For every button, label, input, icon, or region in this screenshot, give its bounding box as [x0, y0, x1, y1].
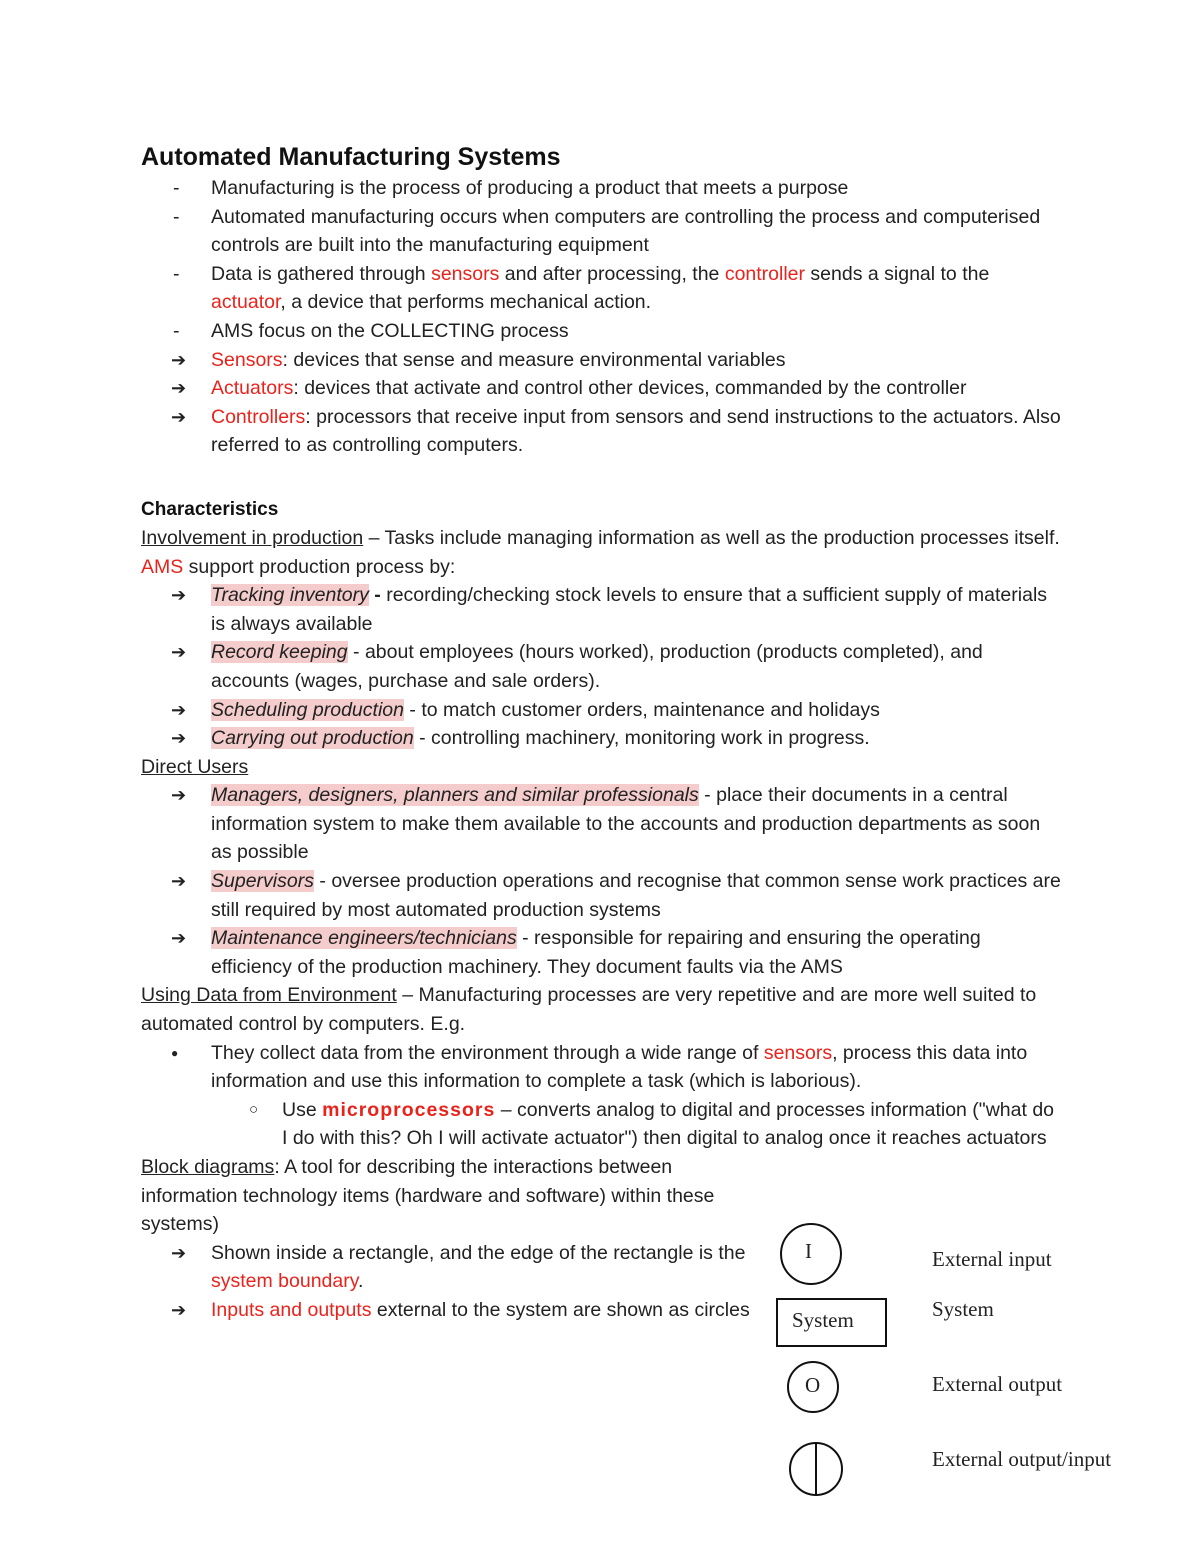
arrow-icon: ➔ [171, 699, 187, 720]
list-item: ➔ Record keeping - about employees (hours worked), production (products completed), and accounts (wages, purchase and sale orders). [141, 638, 1061, 695]
list-item: - Automated manufacturing occurs when computers are controlling the process and computerised controls are built into the manufacturing equipment [141, 203, 1061, 260]
arrow-icon: ➔ [171, 406, 187, 427]
section-heading: Characteristics [141, 498, 279, 520]
list-item: - AMS focus on the COLLECTING process [141, 317, 1061, 346]
list-item: ➔ Actuators: devices that activate and control other devices, commanded by the controller [141, 374, 1061, 403]
list-item: ➔ Scheduling production - to match customer orders, maintenance and holidays [141, 696, 1061, 725]
list-item: - Manufacturing is the process of producing a product that meets a purpose [141, 174, 1061, 203]
list-item: ➔ Maintenance engineers/technicians - responsible for repairing and ensuring the operating efficiency of the production machinery. They document faults via the AMS [141, 924, 1061, 981]
circle-bullet-icon: ○ [249, 1100, 259, 1118]
output-glyph: O [805, 1373, 821, 1397]
system-label: System [932, 1297, 994, 1321]
spacer [141, 460, 1061, 488]
dash-marker: - [173, 319, 180, 342]
external-output-label: External output [932, 1372, 1063, 1396]
subheading: Using Data from Environment [141, 984, 397, 1007]
external-input-label: External input [932, 1247, 1052, 1271]
page-title: Automated Manufacturing Systems [141, 143, 561, 171]
block-diagram-legend [770, 1215, 1150, 1505]
arrow-icon: ➔ [171, 871, 187, 892]
list-item: ➔ Carrying out production - controlling machinery, monitoring work in progress. [141, 724, 1061, 753]
subheading: Involvement in production [141, 526, 364, 549]
list-item: ● They collect data from the environment through a wide range of sensors, process this data into information and use this information to complete a task (which is laborious). [141, 1039, 1061, 1096]
bullet-icon: ● [171, 1045, 179, 1060]
subheading: Direct Users [141, 755, 249, 778]
arrow-icon: ➔ [171, 1299, 187, 1320]
list-item: ➔ Managers, designers, planners and similar professionals - place their documents in a central information system to make them available to the accounts and production departments as soon as possible [141, 781, 1061, 867]
subheading: Block diagrams [141, 1156, 275, 1178]
list-item: ➔ Shown inside a rectangle, and the edge of the rectangle is the system boundary. [141, 1239, 751, 1296]
keyword-controller: controller [724, 262, 806, 285]
arrow-icon: ➔ [171, 785, 187, 806]
list-item: ➔ Sensors: devices that sense and measure environmental variables [141, 346, 1061, 375]
list-item: ➔ Tracking inventory - recording/checking stock levels to ensure that a sufficient supply of materials is always available [141, 581, 1061, 638]
list-item: ➔ Inputs and outputs external to the system are shown as circles [141, 1296, 751, 1325]
paragraph: Involvement in production – Tasks include managing information as well as the production processes itself. AMS support production process by: [141, 526, 1060, 578]
arrow-icon: ➔ [171, 349, 187, 370]
arrow-icon: ➔ [171, 728, 187, 749]
arrow-icon: ➔ [171, 378, 187, 399]
input-glyph: I [805, 1239, 812, 1263]
dash-marker: - [173, 205, 180, 228]
system-box-label: System [792, 1308, 854, 1332]
dash-marker: - [173, 177, 180, 199]
arrow-icon: ➔ [171, 585, 187, 606]
arrow-icon: ➔ [171, 1242, 187, 1263]
list-item: ➔ Controllers: processors that receive input from sensors and send instructions to the actuators. Also referred to as controlling computers. [141, 403, 1061, 460]
keyword-actuator: actuator [211, 291, 281, 314]
list-item: ➔ Supervisors - oversee production operations and recognise that common sense work practices are still required by most automated production systems [141, 867, 1061, 924]
document-body [141, 140, 1061, 1325]
paragraph [141, 753, 1061, 782]
dash-marker: - [173, 262, 180, 285]
arrow-icon: ➔ [171, 642, 187, 663]
arrow-icon: ➔ [171, 928, 187, 949]
paragraph: Block diagrams: A tool for describing the interactions between information technology items (hardware and software) within these systems) [141, 1156, 715, 1236]
keyword-sensors: sensors [431, 262, 500, 285]
paragraph: Using Data from Environment – Manufacturing processes are very repetitive and are more well suited to automated control by computers. E.g. [141, 984, 1037, 1036]
list-item: - Data is gathered through sensors and after processing, the controller sends a signal to the actuator, a device that performs mechanical action. [141, 260, 1061, 317]
list-item: ○ Use microprocessors – converts analog to digital and processes information ("what do I do with this? Oh I will activate actuator") then digital to analog once it reaches actuators [141, 1096, 1061, 1153]
external-io-label: External output/input [932, 1447, 1112, 1471]
